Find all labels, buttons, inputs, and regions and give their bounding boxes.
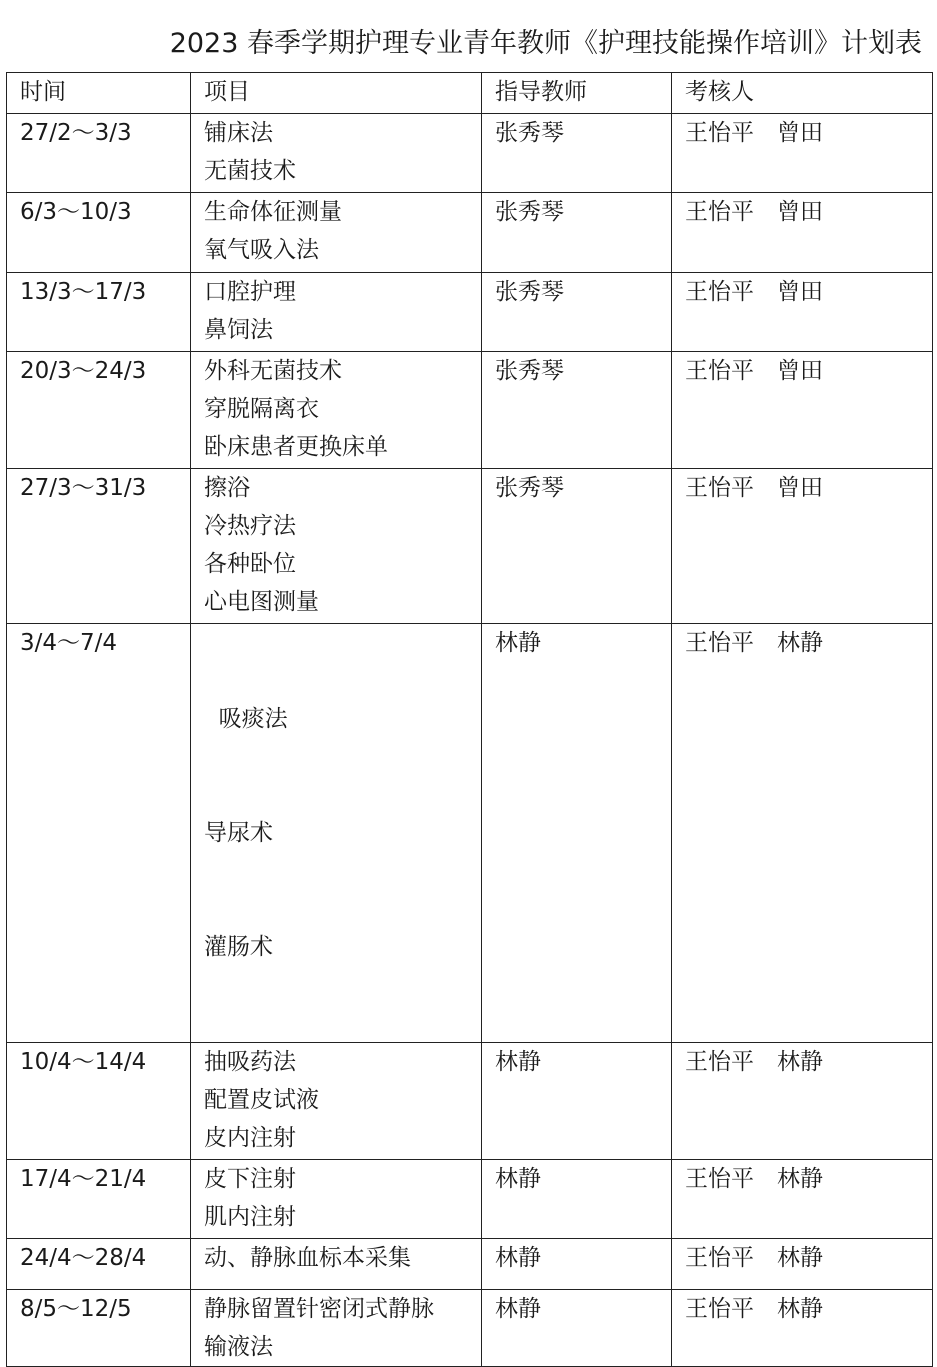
assessor-cell: 王怡平 曾田 — [672, 193, 933, 273]
item-line: 皮下注射 — [204, 1166, 296, 1192]
item-line: 卧床患者更换床单 — [204, 434, 388, 460]
item-line: 动、静脉血标本采集 — [204, 1245, 411, 1271]
table-row — [7, 1290, 933, 1367]
item-line: 灌肠术 — [204, 934, 273, 960]
time-cell: 13/3～17/3 — [7, 273, 191, 352]
assessor-cell: 王怡平 曾田 — [672, 114, 933, 193]
assessor-cell: 王怡平 林静 — [672, 1290, 933, 1367]
item-line: 穿脱隔离衣 — [204, 396, 319, 422]
time-cell: 6/3～10/3 — [7, 193, 191, 273]
item-line: 配置皮试液 — [204, 1087, 319, 1113]
item-line: 无菌技术 — [204, 158, 296, 184]
time-cell: 24/4～28/4 — [7, 1239, 191, 1290]
item-line: 心电图测量 — [204, 589, 319, 615]
time-cell: 10/4～14/4 — [7, 1043, 191, 1160]
header-time: 时间 — [7, 73, 191, 114]
header-mentor: 指导教师 — [482, 73, 672, 114]
table-row — [7, 352, 933, 469]
time-cell: 27/3～31/3 — [7, 469, 191, 624]
item-line: 铺床法 — [204, 120, 273, 146]
item-line: 皮内注射 — [204, 1125, 296, 1151]
table-header-row — [7, 73, 933, 114]
item-line: 各种卧位 — [204, 551, 296, 577]
mentor-cell: 林静 — [482, 1290, 672, 1367]
item-line: 输液法 — [204, 1334, 273, 1360]
header-item: 项目 — [191, 73, 482, 114]
mentor-cell: 林静 — [482, 1043, 672, 1160]
item-cell — [191, 273, 482, 352]
assessor-cell: 王怡平 林静 — [672, 1043, 933, 1160]
assessor-cell: 王怡平 林静 — [672, 1239, 933, 1290]
table-row — [7, 469, 933, 624]
item-line: 导尿术 — [204, 820, 273, 846]
item-cell — [191, 352, 482, 469]
mentor-cell: 林静 — [482, 1239, 672, 1290]
item-line: 抽吸药法 — [204, 1049, 296, 1075]
training-plan-table — [6, 72, 933, 1367]
document-title: 2023 春季学期护理专业青年教师《护理技能操作培训》计划表 — [169, 28, 922, 59]
mentor-cell: 张秀琴 — [482, 352, 672, 469]
item-line: 生命体征测量 — [204, 199, 342, 225]
table-row — [7, 273, 933, 352]
table-row — [7, 1239, 933, 1290]
time-cell: 20/3～24/3 — [7, 352, 191, 469]
time-cell: 27/2～3/3 — [7, 114, 191, 193]
item-cell — [191, 1239, 482, 1290]
item-line: 冷热疗法 — [204, 513, 296, 539]
table-row — [7, 624, 933, 1043]
item-line: 静脉留置针密闭式静脉 — [204, 1296, 434, 1322]
mentor-cell: 张秀琴 — [482, 273, 672, 352]
item-cell — [191, 114, 482, 193]
item-line: 口腔护理 — [204, 279, 296, 305]
table-row — [7, 1043, 933, 1160]
item-cell — [191, 1160, 482, 1239]
assessor-cell: 王怡平 林静 — [672, 1160, 933, 1239]
assessor-cell: 王怡平 曾田 — [672, 469, 933, 624]
item-line: 氧气吸入法 — [204, 237, 319, 263]
item-line: 吸痰法 — [204, 706, 288, 732]
mentor-cell: 张秀琴 — [482, 193, 672, 273]
item-line: 擦浴 — [204, 475, 250, 501]
mentor-cell: 林静 — [482, 1160, 672, 1239]
item-cell — [191, 1290, 482, 1367]
item-cell — [191, 624, 482, 1043]
item-line: 肌内注射 — [204, 1204, 296, 1230]
mentor-cell: 张秀琴 — [482, 114, 672, 193]
time-cell: 3/4～7/4 — [7, 624, 191, 1043]
mentor-cell: 张秀琴 — [482, 469, 672, 624]
table-row — [7, 193, 933, 273]
item-cell — [191, 1043, 482, 1160]
item-line: 外科无菌技术 — [204, 358, 342, 384]
table-row — [7, 114, 933, 193]
time-cell: 17/4～21/4 — [7, 1160, 191, 1239]
table-row — [7, 1160, 933, 1239]
header-assessor: 考核人 — [672, 73, 933, 114]
item-cell — [191, 469, 482, 624]
item-line: 鼻饲法 — [204, 317, 273, 343]
item-cell — [191, 193, 482, 273]
mentor-cell: 林静 — [482, 624, 672, 1043]
assessor-cell: 王怡平 曾田 — [672, 352, 933, 469]
assessor-cell: 王怡平 曾田 — [672, 273, 933, 352]
assessor-cell: 王怡平 林静 — [672, 624, 933, 1043]
time-cell: 8/5～12/5 — [7, 1290, 191, 1367]
